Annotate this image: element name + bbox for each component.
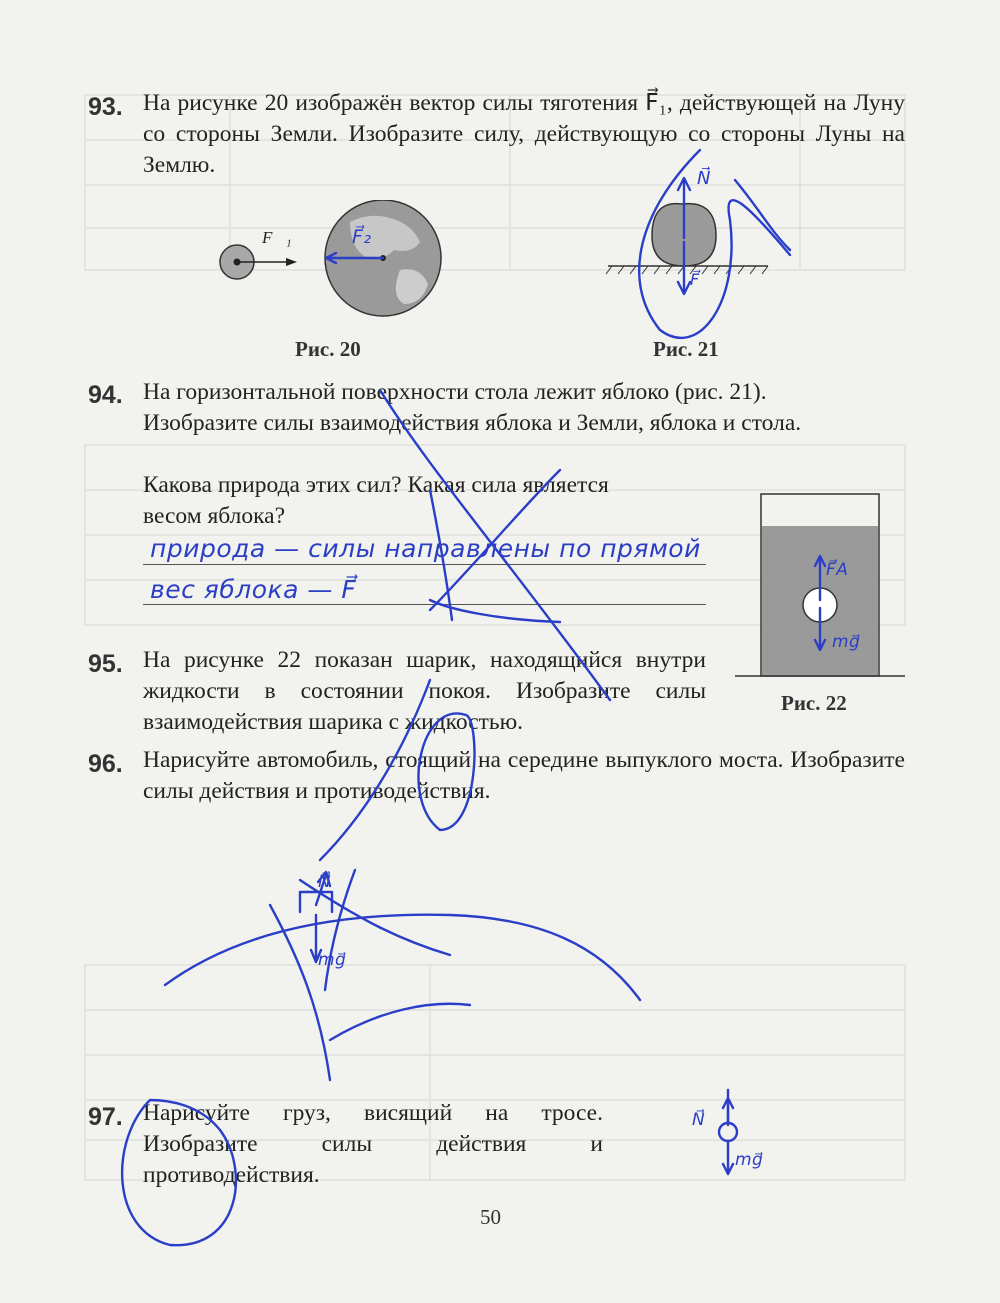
figure-20 xyxy=(200,200,460,325)
problem-97-text: Нарисуйте груз, висящий на тросе. Изобразите силы действия и противодействия. xyxy=(143,1100,603,1188)
figure-22 xyxy=(735,490,905,690)
answer-line-1 xyxy=(143,564,706,565)
problem-93-number: 93. xyxy=(88,93,123,121)
sketch97-mg-label: mg⃗ xyxy=(735,1150,764,1170)
problem-95-text: На рисунке 22 показан шарик, находящийся внутри жидкости в состоянии покоя. Изобразите силы взаимодействия шарика с жидкостью. xyxy=(143,647,706,735)
fig21-n-label: N⃗ xyxy=(697,168,711,189)
problem-94-number: 94. xyxy=(88,381,123,409)
scribble-stroke-5 xyxy=(330,1004,470,1040)
answer-line-2 xyxy=(143,604,706,605)
force-f1-arrowhead xyxy=(286,258,297,266)
fig21-f-label: F⃗ xyxy=(690,270,700,289)
sketch97-n-label: N⃗ xyxy=(692,1110,706,1130)
fig20-caption: Рис. 20 xyxy=(295,337,361,361)
figure-21 xyxy=(600,180,775,300)
sketch97-mg-arrowhead xyxy=(723,1164,733,1174)
problem-94-line-2: Изобразите силы взаимодействия яблока и Земли, яблока и стола. xyxy=(143,410,802,436)
table-hatching xyxy=(606,266,768,274)
sketch96-n-label: N⃗ xyxy=(318,872,332,892)
problem-94-line-3: Какова природа этих сил? Какая сила является xyxy=(143,472,609,498)
handwritten-answer-2: вес яблока — F⃗ xyxy=(150,575,357,604)
scribble-stroke-3 xyxy=(270,905,330,1080)
fig22-mg-label: mg⃗ xyxy=(832,632,861,652)
problem-93-text: На рисунке 20 изображён вектор силы тяготения F⃗₁, действующей на Луну со стороны Земли. Изобразите силу, действующую со стороны Луны на Землю. xyxy=(143,90,905,178)
sketch96-car xyxy=(300,892,332,912)
sketch96-mg-label: mg⃗ xyxy=(318,950,347,970)
handwritten-answer-1: природа — силы направлены по прямой xyxy=(150,534,701,563)
page-number: 50 xyxy=(480,1205,501,1229)
sketch97-n-arrowhead xyxy=(723,1098,733,1108)
fig22-fa-label: F⃗A xyxy=(826,560,849,580)
problem-96-text: Нарисуйте автомобиль, стоящий на середине выпуклого моста. Изобразите силы действия и противодействия. xyxy=(143,747,905,804)
apple-shape xyxy=(652,204,716,266)
fig20-handwritten-f2-label: F⃗₂ xyxy=(352,226,372,248)
fig21-caption: Рис. 21 xyxy=(653,337,719,361)
sketch96-bridge xyxy=(165,915,640,1000)
fig20-f1-label: F⃗₁ xyxy=(262,228,292,247)
fig22-caption: Рис. 22 xyxy=(781,691,847,715)
problem-96-number: 96. xyxy=(88,750,123,778)
problem-95-number: 95. xyxy=(88,650,123,678)
sketch97-load xyxy=(719,1123,737,1141)
problem-97-number: 97. xyxy=(88,1103,123,1131)
problem-94-line-4: весом яблока? xyxy=(143,503,286,529)
problem-94-line-1: На горизонтальной поверхности стола лежит яблоко (рис. 21). xyxy=(143,379,767,405)
